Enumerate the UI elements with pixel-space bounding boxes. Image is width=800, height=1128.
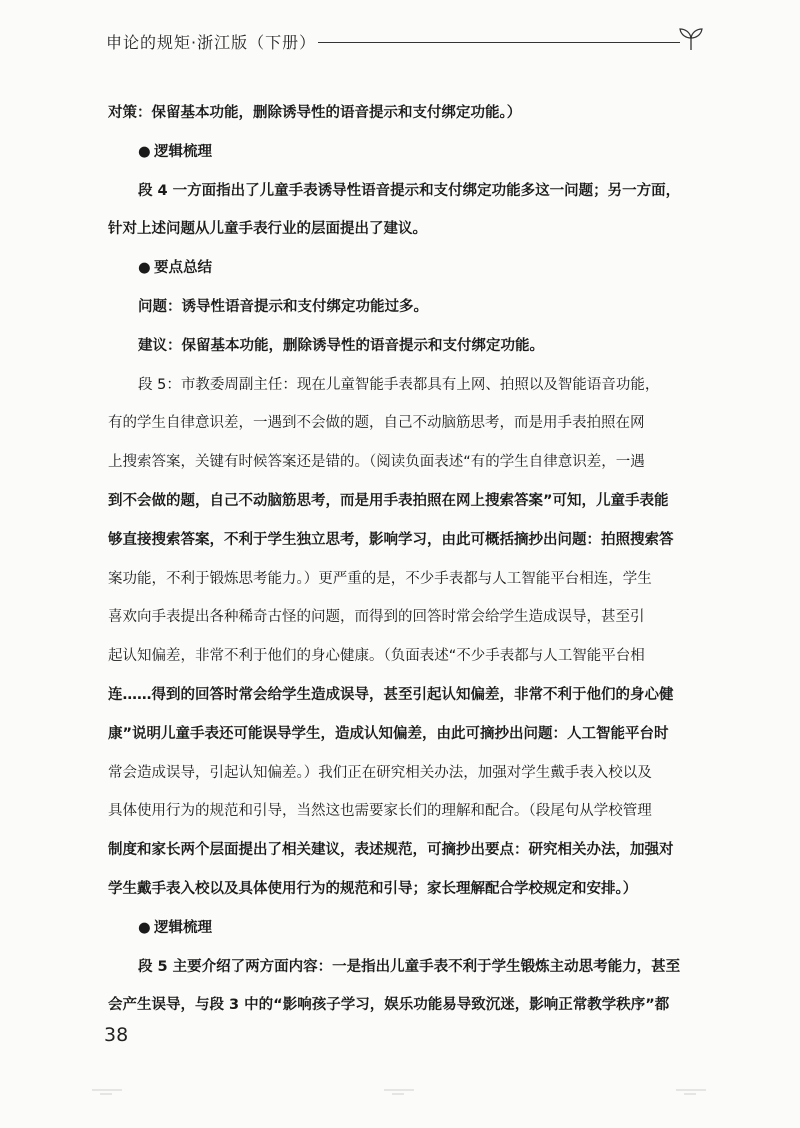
text-line-content: 要点总结 — [154, 260, 212, 277]
text-line — [108, 598, 700, 637]
text-line-content: 会产生误导，与段 3 中的“影响孩子学习，娱乐功能易导致沉迷，影响正常教学秩序”都 — [108, 997, 670, 1014]
text-line — [108, 404, 700, 443]
text-line — [108, 172, 700, 211]
section-heading — [108, 133, 700, 172]
text-line-content: 起认知偏差，非常不利于他们的身心健康。（负面表述“不少手表都与人工智能平台相 — [108, 648, 645, 665]
sprout-icon — [676, 26, 706, 52]
text-line-content: 够直接搜索答案，不利于学生独立思考，影响学习，由此可概括摘抄出问题：拍照搜索答 — [108, 531, 674, 548]
text-line-content: 到不会做的题，自己不动脑筋思考，而是用手表拍照在网上搜索答案”可知，儿童手表能 — [108, 492, 669, 509]
text-line — [108, 288, 700, 327]
text-line — [108, 327, 700, 366]
text-line — [108, 521, 700, 560]
text-line-content: 喜欢向手表提出各种稀奇古怪的问题，而得到的回答时常会给学生造成误导，甚至引 — [108, 609, 645, 626]
bullet-icon: ● — [138, 919, 151, 936]
text-line-content: 有的学生自律意识差，一遇到不会做的题，自己不动脑筋思考，而是用手表拍照在网 — [108, 415, 645, 432]
text-line-content: 段 4 一方面指出了儿童手表诱导性语音提示和支付绑定功能多这一问题；另一方面， — [138, 182, 681, 199]
text-line — [108, 366, 700, 405]
text-line-content: 上搜索答案，关键有时候答案还是错的。（阅读负面表述“有的学生自律意识差，一遇 — [108, 454, 645, 471]
scan-artifacts — [0, 1080, 800, 1110]
text-line-content: 逻辑梳理 — [154, 143, 212, 160]
running-header-title: 申论的规矩·浙江版（下册） — [106, 33, 317, 52]
section-heading — [108, 249, 700, 288]
text-line-content: 案功能，不利于锻炼思考能力。）更严重的是，不少手表都与人工智能平台相连，学生 — [108, 570, 652, 587]
text-line — [108, 560, 700, 599]
text-line-content: 问题：诱导性语音提示和支付绑定功能过多。 — [138, 298, 428, 315]
text-line — [108, 443, 700, 482]
section-heading — [108, 909, 700, 948]
text-line-content: 段 5：市教委周副主任：现在儿童智能手表都具有上网、拍照以及智能语音功能， — [138, 376, 660, 393]
text-line-content: 针对上述问题从儿童手表行业的层面提出了建议。 — [108, 221, 427, 238]
text-line-content: 制度和家长两个层面提出了相关建议，表述规范，可摘抄出要点：研究相关办法，加强对 — [108, 842, 674, 859]
text-line — [108, 715, 700, 754]
text-line-content: 对策：保留基本功能，删除诱导性的语音提示和支付绑定功能。） — [108, 105, 522, 121]
page-number: 38 — [104, 1024, 129, 1046]
text-line — [108, 482, 700, 521]
text-line-content: 学生戴手表入校以及具体使用行为的规范和引导；家长理解配合学校规定和安排。） — [108, 880, 638, 897]
bullet-icon: ● — [138, 143, 151, 160]
text-line — [108, 210, 700, 249]
text-line-content: 段 5 主要介绍了两方面内容：一是指出儿童手表不利于学生锻炼主动思考能力，甚至 — [138, 958, 681, 975]
running-header — [106, 26, 706, 66]
text-line-content: 常会造成误导，引起认知偏差。）我们正在研究相关办法，加强对学生戴手表入校以及 — [108, 764, 652, 781]
text-line — [108, 792, 700, 831]
text-line-content: 连……得到的回答时常会给学生造成误导，甚至引起认知偏差，非常不利于他们的身心健 — [108, 686, 674, 703]
bullet-icon: ● — [138, 260, 151, 277]
text-line — [108, 637, 700, 676]
text-line — [108, 676, 700, 715]
page-body — [108, 94, 700, 1025]
text-line-content: 康”说明儿童手表还可能误导学生，造成认知偏差，由此可摘抄出问题：人工智能平台时 — [108, 725, 669, 742]
text-line — [108, 831, 700, 870]
text-line — [108, 754, 700, 793]
text-line-content: 建议：保留基本功能，删除诱导性的语音提示和支付绑定功能。 — [138, 337, 544, 354]
text-line — [108, 94, 700, 133]
text-line — [108, 870, 700, 909]
text-line-content: 逻辑梳理 — [154, 919, 212, 936]
text-line — [108, 986, 700, 1025]
text-line — [108, 948, 700, 987]
text-line-content: 具体使用行为的规范和引导，当然这也需要家长们的理解和配合。（段尾句从学校管理 — [108, 803, 652, 820]
header-rule — [318, 42, 680, 43]
